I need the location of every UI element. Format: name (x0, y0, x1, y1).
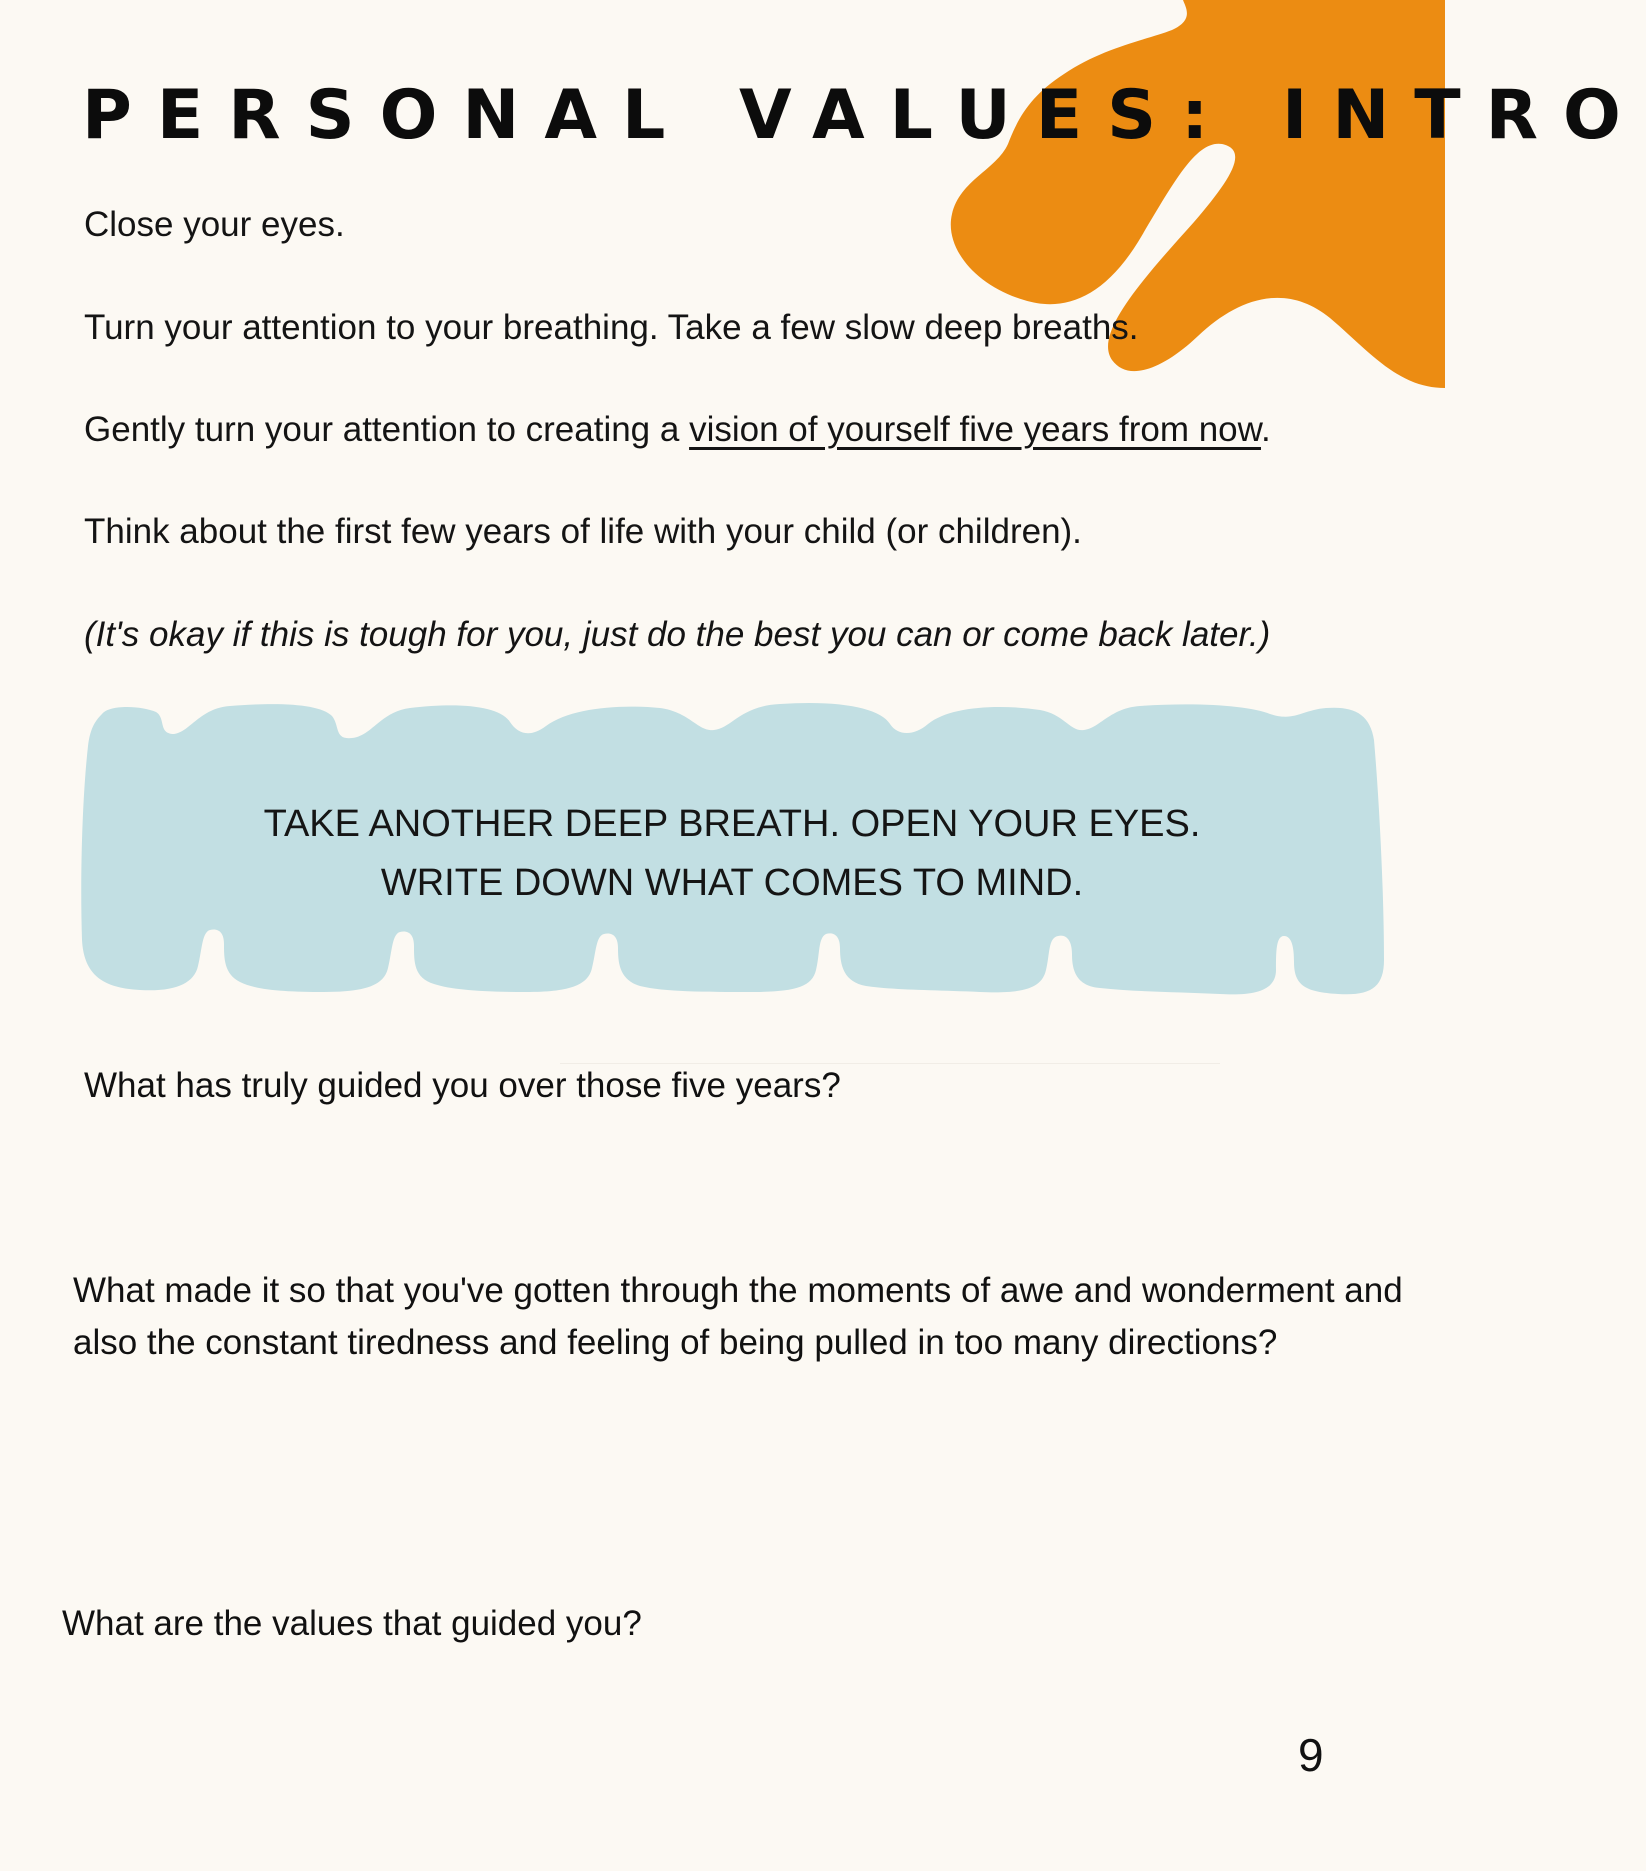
callout-instructions (82, 795, 1382, 913)
vision-underlined-phrase: vision of yourself five years from now (689, 410, 1261, 449)
intro-close-eyes: Close your eyes. (84, 205, 345, 244)
page-number: 9 (1298, 1729, 1324, 1781)
question-guided: What has truly guided you over those five years? (84, 1066, 841, 1105)
callout-line-2: WRITE DOWN WHAT COMES TO MIND. (380, 862, 1084, 904)
callout-line-1: TAKE ANOTHER DEEP BREATH. OPEN YOUR EYES. (263, 803, 1201, 845)
page-title: PERSONAL VALUES: INTRO (82, 76, 1646, 155)
intro-vision-text: Gently turn your attention to creating a (84, 410, 690, 449)
question-got-through: What made it so that you've gotten through the moments of awe and wonderment and also the constant tiredness and feeling of being pulled in too many directions? (73, 1271, 1403, 1362)
intro-vision (84, 408, 1271, 452)
intro-reassurance: (It's okay if this is tough for you, just do the best you can or come back later.) (84, 615, 1271, 654)
intro-vision-period: . (1260, 410, 1271, 449)
intro-child-years: Think about the first few years of life with your child (or children). (84, 512, 1082, 551)
intro-breathing: Turn your attention to your breathing. Take a few slow deep breaths. (84, 308, 1139, 347)
question-values: What are the values that guided you? (62, 1604, 642, 1643)
